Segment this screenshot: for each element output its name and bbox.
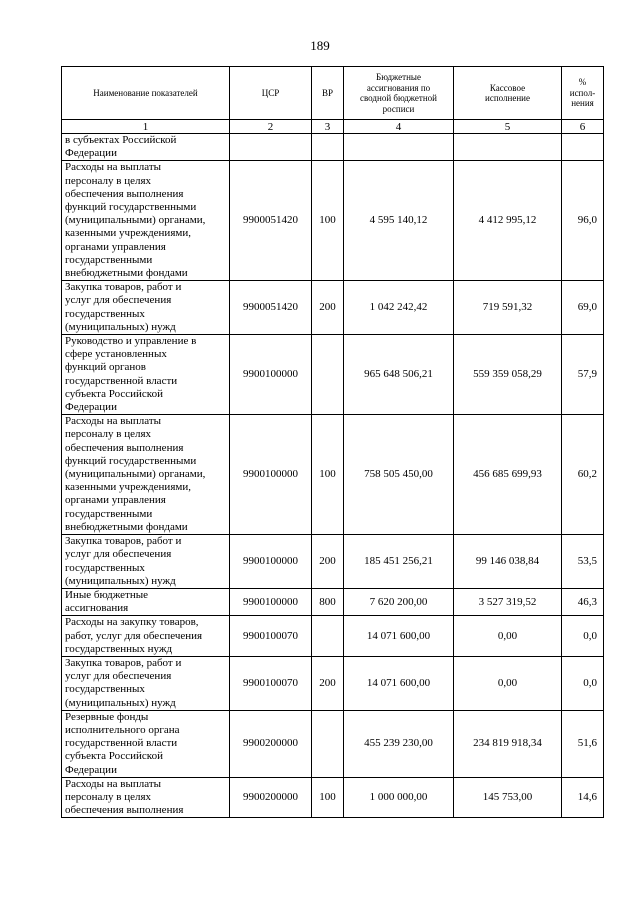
cell-vr: 100 (312, 161, 344, 281)
cell-pct: 0,0 (562, 656, 604, 710)
cell-name-line: Закупка товаров, работ и (65, 656, 182, 669)
column-number: 4 (344, 120, 454, 134)
cell-budget: 14 071 600,00 (344, 656, 454, 710)
table-row (62, 535, 604, 589)
cell-name-line: работ, услуг для обеспечения (65, 629, 203, 642)
cell-budget: 455 239 230,00 (344, 710, 454, 777)
cell-name-line: субъекта Российской (65, 750, 163, 763)
cell-name-line: ассигнования (65, 602, 129, 615)
cell-name-line: (муниципальных) нужд (65, 320, 176, 333)
cell-name-line: Закупка товаров, работ и (65, 281, 182, 294)
header-line: росписи (382, 103, 415, 114)
cell-budget: 4 595 140,12 (344, 161, 454, 281)
cell-name-line: Федерации (65, 763, 117, 776)
cell-name-line: органами управления (65, 240, 166, 253)
cell-name-line: государственной власти (65, 737, 178, 750)
header-cash (454, 67, 562, 120)
cell-name-line: государственных (65, 683, 145, 696)
table-row (62, 281, 604, 335)
table-row (62, 335, 604, 415)
cell-name (62, 710, 230, 777)
cell-name-line: казенными учреждениями, (65, 227, 191, 240)
header-budget (344, 67, 454, 120)
cell-cash: 0,00 (454, 616, 562, 657)
cell-name-line: Иные бюджетные (65, 588, 149, 601)
cell-name-line: Федерации (65, 401, 117, 414)
cell-cash: 4 412 995,12 (454, 161, 562, 281)
table-body (62, 134, 604, 818)
cell-pct: 53,5 (562, 535, 604, 589)
cell-budget: 1 042 242,42 (344, 281, 454, 335)
cell-name-line: внебюджетными фондами (65, 520, 188, 533)
cell-name-line: государственных (65, 561, 145, 574)
cell-name-line: внебюджетными фондами (65, 267, 188, 280)
column-number: 5 (454, 120, 562, 134)
cell-name-line: (муниципальными) органами, (65, 468, 206, 481)
cell-vr: 100 (312, 777, 344, 818)
cell-name-line: исполнительного органа (65, 723, 180, 736)
cell-name-line: персоналу в целях (65, 174, 152, 187)
cell-budget (344, 134, 454, 161)
cell-name-line: органами управления (65, 494, 166, 507)
cell-name (62, 161, 230, 281)
table-row (62, 415, 604, 535)
header-line: нения (571, 98, 594, 109)
cell-name-line: сфере установленных (65, 348, 167, 361)
table-row (62, 588, 604, 615)
cell-pct: 46,3 (562, 588, 604, 615)
cell-name-line: государственных (65, 307, 145, 320)
cell-name-line: (муниципальных) нужд (65, 574, 176, 587)
cell-budget: 965 648 506,21 (344, 335, 454, 415)
cell-name-line: Федерации (65, 147, 117, 160)
cell-cash: 719 591,32 (454, 281, 562, 335)
cell-name (62, 281, 230, 335)
page-number: 189 (310, 38, 330, 53)
header-line: сводной бюджетной (360, 93, 437, 103)
cell-csr: 9900200000 (230, 777, 312, 818)
cell-vr: 800 (312, 588, 344, 615)
cell-cash: 99 146 038,84 (454, 535, 562, 589)
column-number: 3 (312, 120, 344, 134)
cell-name-line: обеспечения выполнения (65, 187, 184, 200)
table-header (62, 67, 604, 134)
cell-csr: 9900100070 (230, 656, 312, 710)
column-number: 2 (230, 120, 312, 134)
cell-name-line: Закупка товаров, работ и (65, 535, 182, 548)
cell-name-line: государственными (65, 507, 153, 520)
cell-name-line: обеспечения выполнения (65, 441, 184, 454)
cell-pct: 57,9 (562, 335, 604, 415)
budget-execution-table (61, 66, 604, 818)
cell-name-line: в субъектах Российской (65, 134, 177, 146)
cell-name-line: Расходы на выплаты (65, 415, 162, 428)
cell-name (62, 134, 230, 161)
header-line: испол- (569, 87, 596, 98)
cell-name (62, 656, 230, 710)
header-line: исполнение (485, 93, 530, 103)
cell-cash: 145 753,00 (454, 777, 562, 818)
cell-vr (312, 616, 344, 657)
cell-name-line: государственных нужд (65, 642, 173, 655)
header-line: ассигнования по (366, 82, 431, 93)
cell-vr (312, 134, 344, 161)
cell-name-line: функций органов (65, 361, 146, 374)
cell-name-line: Расходы на выплаты (65, 777, 162, 790)
cell-name (62, 535, 230, 589)
table-row (62, 777, 604, 818)
cell-csr: 9900100000 (230, 588, 312, 615)
table-row (62, 710, 604, 777)
cell-name (62, 415, 230, 535)
cell-csr: 9900100000 (230, 535, 312, 589)
cell-cash (454, 134, 562, 161)
table-row (62, 616, 604, 657)
cell-name (62, 616, 230, 657)
cell-name-line: услуг для обеспечения (65, 670, 172, 683)
cell-csr: 9900051420 (230, 281, 312, 335)
cell-pct: 0,0 (562, 616, 604, 657)
cell-name-line: Резервные фонды (65, 710, 149, 723)
cell-name-line: государственной власти (65, 374, 178, 387)
column-number: 6 (562, 120, 604, 134)
cell-budget: 1 000 000,00 (344, 777, 454, 818)
cell-pct: 14,6 (562, 777, 604, 818)
cell-csr: 9900100000 (230, 415, 312, 535)
cell-name (62, 777, 230, 818)
cell-csr: 9900051420 (230, 161, 312, 281)
cell-budget: 185 451 256,21 (344, 535, 454, 589)
cell-name (62, 335, 230, 415)
cell-name-line: Расходы на закупку товаров, (65, 616, 199, 629)
header-csr: ЦСР (230, 67, 312, 120)
cell-budget: 7 620 200,00 (344, 588, 454, 615)
cell-name-line: персоналу в целях (65, 428, 152, 441)
cell-name-line: услуг для обеспечения (65, 294, 172, 307)
cell-name (62, 588, 230, 615)
cell-csr (230, 134, 312, 161)
cell-vr: 200 (312, 656, 344, 710)
cell-cash: 559 359 058,29 (454, 335, 562, 415)
table-row (62, 161, 604, 281)
cell-name-line: обеспечения выполнения (65, 804, 184, 817)
cell-cash: 456 685 699,93 (454, 415, 562, 535)
column-number: 1 (62, 120, 230, 134)
cell-vr: 200 (312, 281, 344, 335)
cell-name-line: Руководство и управление в (65, 335, 197, 348)
cell-name-line: казенными учреждениями, (65, 481, 191, 494)
header-line: % (578, 77, 587, 88)
header-line: Кассовое (489, 82, 526, 93)
header-line: Бюджетные (376, 72, 421, 82)
cell-name-line: субъекта Российской (65, 387, 163, 400)
table-row (62, 134, 604, 161)
cell-pct (562, 134, 604, 161)
cell-csr: 9900100070 (230, 616, 312, 657)
cell-name-line: персоналу в целях (65, 790, 152, 803)
cell-vr (312, 710, 344, 777)
cell-pct: 60,2 (562, 415, 604, 535)
cell-name-line: функций государственными (65, 201, 197, 214)
cell-budget: 14 071 600,00 (344, 616, 454, 657)
cell-vr: 100 (312, 415, 344, 535)
cell-budget: 758 505 450,00 (344, 415, 454, 535)
cell-pct: 96,0 (562, 161, 604, 281)
cell-pct: 51,6 (562, 710, 604, 777)
table-row (62, 656, 604, 710)
header-name: Наименование показателей (62, 67, 230, 120)
header-vr: ВР (312, 67, 344, 120)
cell-name-line: (муниципальными) органами, (65, 214, 206, 227)
cell-csr: 9900100000 (230, 335, 312, 415)
cell-name-line: (муниципальных) нужд (65, 696, 176, 709)
cell-name-line: функций государственными (65, 454, 197, 467)
cell-name-line: услуг для обеспечения (65, 548, 172, 561)
cell-name-line: Расходы на выплаты (65, 161, 162, 174)
cell-pct: 69,0 (562, 281, 604, 335)
cell-name-line: государственными (65, 253, 153, 266)
cell-cash: 234 819 918,34 (454, 710, 562, 777)
cell-vr (312, 335, 344, 415)
cell-vr: 200 (312, 535, 344, 589)
cell-cash: 0,00 (454, 656, 562, 710)
cell-csr: 9900200000 (230, 710, 312, 777)
cell-cash: 3 527 319,52 (454, 588, 562, 615)
header-pct (562, 67, 604, 120)
